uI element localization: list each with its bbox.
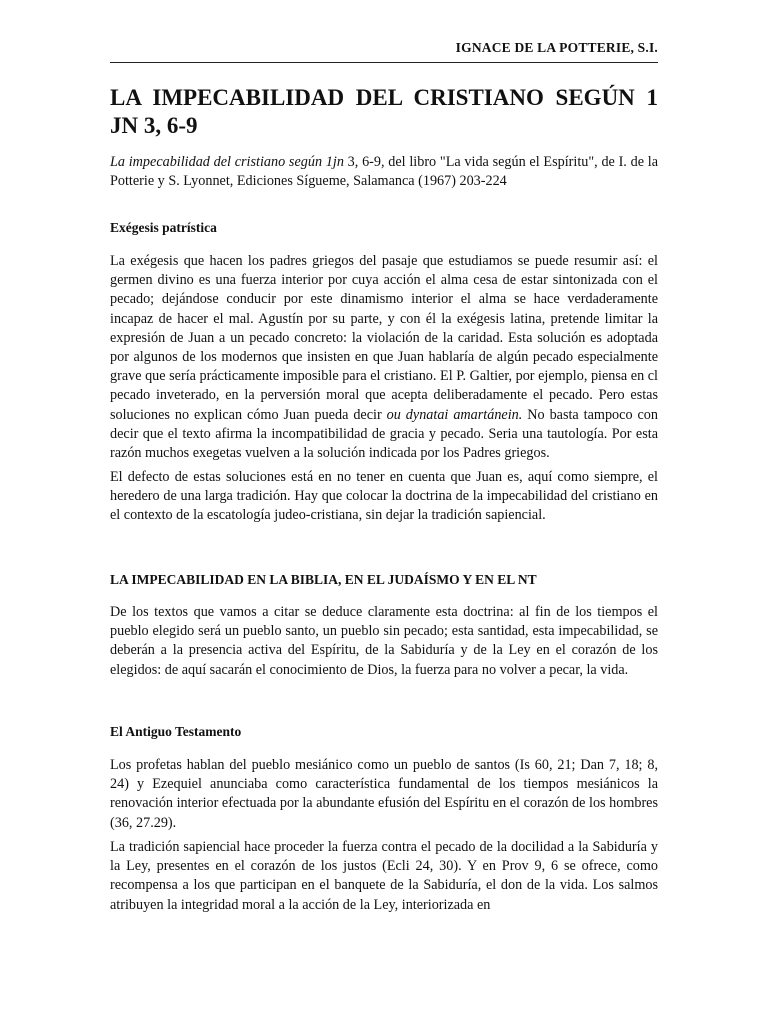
citation-italic: La impecabilidad del cristiano según 1jn [110, 154, 344, 170]
document-title: LA IMPECABILIDAD DEL CRISTIANO SEGÚN 1 JN 3, 6-9 [110, 85, 658, 138]
section-heading-old-testament: El Antiguo Testamento [110, 724, 242, 739]
paragraph-patristic-1 [110, 252, 658, 463]
header-rule [110, 62, 658, 63]
running-header-author: IGNACE DE LA POTTERIE, S.I. [455, 40, 658, 55]
greek-phrase: ou dynatai amartánein. [386, 406, 523, 423]
paragraph-ot-1: Los profetas hablan del pueblo mesiánico como un pueblo de santos (Is 60, 21; Dan 7, 18; 8, 24) y Ezequiel anunciaba como característica fundamental de los tiempos mesiánicos la renovación interior efectuada por la abundante efusión del Espíritu en el corazón de los hombres (36, 27.29). [110, 757, 658, 831]
section-heading-patristic: Exégesis patrística [110, 220, 217, 235]
paragraph-ot-2: La tradición sapiencial hace proceder la fuerza contra el pecado de la docilidad a la Sabiduría y la Ley, presentes en el corazón de los justos (Ecli 24, 30). Y en Prov 9, 6 se ofrece, como recompensa a los que participan en el banquete de la Sabiduría, el don de la vida. Los salmos atribuyen la integridad moral a la acción de la Ley, interiorizada en [110, 839, 658, 913]
paragraph-bible-1: De los textos que vamos a citar se deduce claramente esta doctrina: al fin de los tiempos el pueblo elegido será un pueblo santo, un pueblo sin pecado; esta santidad, esta impecabilidad, se deberán a la presencia activa del Espíritu, de la Sabiduría y de la Ley en el corazón de los elegidos: de aquí sacarán el conocimiento de Dios, la fuerza para no volver a pecar, la vida. [110, 604, 658, 678]
paragraph-text: La exégesis que hacen los padres griegos del pasaje que estudiamos se puede resumir así: el germen divino es una fuerza interior por cuya acción el alma cesa de estar sintonizada con el pecado; dejándose conducir por este dinamismo interior el alma se hace verdaderamente incapaz de hacer el mal. Agustín por su parte, y con él la exégesis latina, pretende limitar la expresión de Juan a un pecado concreto: la violación de la caridad. Esta solución es adoptada por algunos de los modernos que insisten en que Juan hablaría de algún pecado especialmente grave que sería prácticamente imposible para el cristiano. El P. Galtier, por ejemplo, piensa en cl pecado inveterado, en la perversión moral que acepta deliberadamente el pecado. Pero estas soluciones no explican cómo Juan pueda decir [110, 253, 658, 423]
section-heading-bible: LA IMPECABILIDAD EN LA BIBLIA, EN EL JUDAÍSMO Y EN EL NT [110, 572, 537, 587]
citation-rest: 3, 6-9, del libro "La vida según el Espíritu", de I. de la Potterie y S. Lyonnet, Ediciones Sígueme, Salamanca (1967) 203-224 [110, 154, 658, 190]
citation-paragraph [110, 153, 658, 191]
paragraph-text: No basta tampoco con decir que el texto afirma la incompatibilidad de gracia y pecado. Seria una tautología. Por esta razón muchos exegetas vuelven a la solución indicada por los Padres griegos. [110, 406, 658, 462]
paragraph-patristic-2: El defecto de estas soluciones está en no tener en cuenta que Juan es, aquí como siempre, el heredero de una larga tradición. Hay que colocar la doctrina de la impecabilidad del cristiano en el contexto de la escatología judeo-cristiana, sin dejar la tradición sapiencial. [110, 469, 658, 524]
